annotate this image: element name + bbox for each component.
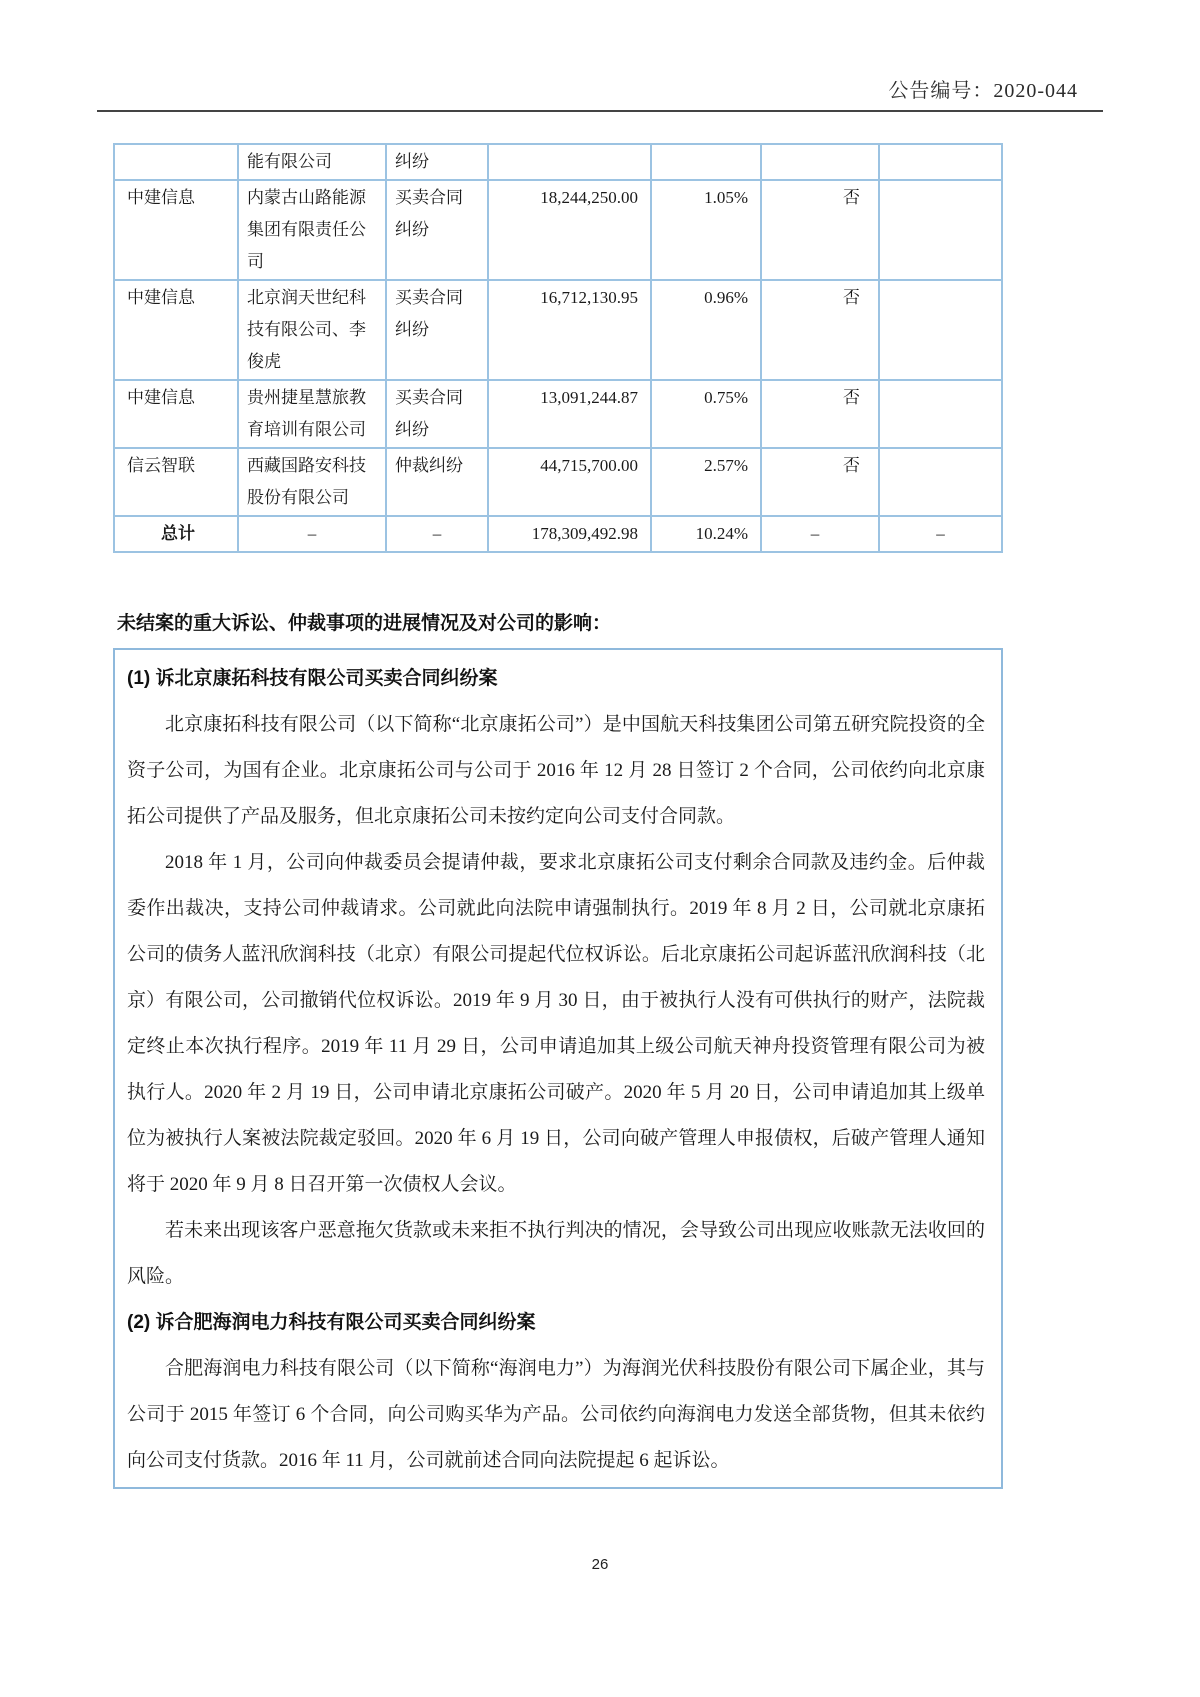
table-cell: 1.05% bbox=[651, 180, 761, 280]
table-cell: 纠纷 bbox=[386, 144, 488, 180]
table-cell: 中建信息 bbox=[114, 380, 238, 448]
table-cell bbox=[114, 144, 238, 180]
table-cell: 否 bbox=[761, 180, 879, 280]
table-cell: 仲裁纠纷 bbox=[386, 448, 488, 516]
table-cell bbox=[488, 144, 651, 180]
table-cell: 否 bbox=[761, 448, 879, 516]
table-cell: – bbox=[879, 516, 1002, 552]
table-cell: – bbox=[386, 516, 488, 552]
section-heading: 未结案的重大诉讼、仲裁事项的进展情况及对公司的影响： bbox=[117, 613, 612, 634]
table-cell bbox=[879, 180, 1002, 280]
table-cell: 买卖合同纠纷 bbox=[386, 180, 488, 280]
table-row bbox=[114, 448, 1002, 516]
table-cell bbox=[879, 448, 1002, 516]
table-cell: 2.57% bbox=[651, 448, 761, 516]
table-cell bbox=[879, 144, 1002, 180]
table-cell: 买卖合同纠纷 bbox=[386, 380, 488, 448]
table-cell: 买卖合同纠纷 bbox=[386, 280, 488, 380]
case1-paragraph-1: 北京康拓科技有限公司（以下简称“北京康拓公司”）是中国航天科技集团公司第五研究院投资的全资子公司，为国有企业。北京康拓公司与公司于 2016 年 12 月 28 日签订 2 个合同，公司依约向北京康拓公司提供了产品及服务，但北京康拓公司未按约定向公司支付合同款。 bbox=[127, 714, 985, 827]
table-cell bbox=[761, 144, 879, 180]
table-cell: 北京润天世纪科技有限公司、李俊虎 bbox=[238, 280, 386, 380]
page-number: 26 bbox=[591, 1556, 609, 1573]
table-cell: 44,715,700.00 bbox=[488, 448, 651, 516]
case2-title: (2) 诉合肥海润电力科技有限公司买卖合同纠纷案 bbox=[127, 1312, 536, 1333]
header-divider bbox=[97, 110, 1103, 112]
table-cell: 能有限公司 bbox=[238, 144, 386, 180]
table-row bbox=[114, 380, 1002, 448]
table-cell: 中建信息 bbox=[114, 280, 238, 380]
table-cell: 贵州捷星慧旅教育培训有限公司 bbox=[238, 380, 386, 448]
table-cell: 16,712,130.95 bbox=[488, 280, 651, 380]
case1-paragraph-2: 2018 年 1 月，公司向仲裁委员会提请仲裁，要求北京康拓公司支付剩余合同款及违约金。后仲裁委作出裁决，支持公司仲裁请求。公司就此向法院申请强制执行。2019 年 8 月 2 日，公司就北京康拓公司的债务人蓝汛欣润科技（北京）有限公司提起代位权诉讼。后北京康拓公司起诉蓝汛欣润科技（北京）有限公司，公司撤销代位权诉讼。2019 年 9 月 30 日，由于被执行人没有可供执行的财产，法院裁定终止本次执行程序。2019 年 11 月 29 日，公司申请追加其上级公司航天神舟投资管理有限公司为被执行人。2020 年 2 月 19 日，公司申请北京康拓公司破产。2020 年 5 月 20 日，公司申请追加其上级单位为被执行人案被法院裁定驳回。2020 年 6 月 19 日，公司向破产管理人申报债权，后破产管理人通知将于 2020 年 9 月 8 日召开第一次债权人会议。 bbox=[127, 852, 985, 1195]
case2-paragraph-1: 合肥海润电力科技有限公司（以下简称“海润电力”）为海润光伏科技股份有限公司下属企业，其与公司于 2015 年签订 6 个合同，向公司购买华为产品。公司依约向海润电力发送全部货物，但其未依约向公司支付货款。2016 年 11 月，公司就前述合同向法院提起 6 起诉讼。 bbox=[127, 1358, 985, 1471]
announcement-number: 公告编号：2020-044 bbox=[888, 80, 1078, 102]
table-cell: 内蒙古山路能源集团有限责任公司 bbox=[238, 180, 386, 280]
table-row bbox=[114, 144, 1002, 180]
table-cell: 10.24% bbox=[651, 516, 761, 552]
table-cell: 0.96% bbox=[651, 280, 761, 380]
table-cell: 否 bbox=[761, 380, 879, 448]
table-cell: 13,091,244.87 bbox=[488, 380, 651, 448]
table-row bbox=[114, 280, 1002, 380]
table-cell: 否 bbox=[761, 280, 879, 380]
table-cell: 中建信息 bbox=[114, 180, 238, 280]
table-cell bbox=[879, 380, 1002, 448]
table-cell: 总计 bbox=[114, 516, 238, 552]
table-cell bbox=[651, 144, 761, 180]
table-cell: – bbox=[238, 516, 386, 552]
case1-paragraph-3: 若未来出现该客户恶意拖欠货款或未来拒不执行判决的情况，会导致公司出现应收账款无法收回的风险。 bbox=[127, 1220, 985, 1287]
table-total-row bbox=[114, 516, 1002, 552]
table-row bbox=[114, 180, 1002, 280]
table-cell: 18,244,250.00 bbox=[488, 180, 651, 280]
case1-title: (1) 诉北京康拓科技有限公司买卖合同纠纷案 bbox=[127, 668, 498, 689]
litigation-progress-box bbox=[113, 648, 1003, 1489]
litigation-table bbox=[113, 143, 1003, 553]
table-cell: – bbox=[761, 516, 879, 552]
table-cell: 西藏国路安科技股份有限公司 bbox=[238, 448, 386, 516]
table-cell: 178,309,492.98 bbox=[488, 516, 651, 552]
table-cell: 信云智联 bbox=[114, 448, 238, 516]
table-cell: 0.75% bbox=[651, 380, 761, 448]
table-cell bbox=[879, 280, 1002, 380]
